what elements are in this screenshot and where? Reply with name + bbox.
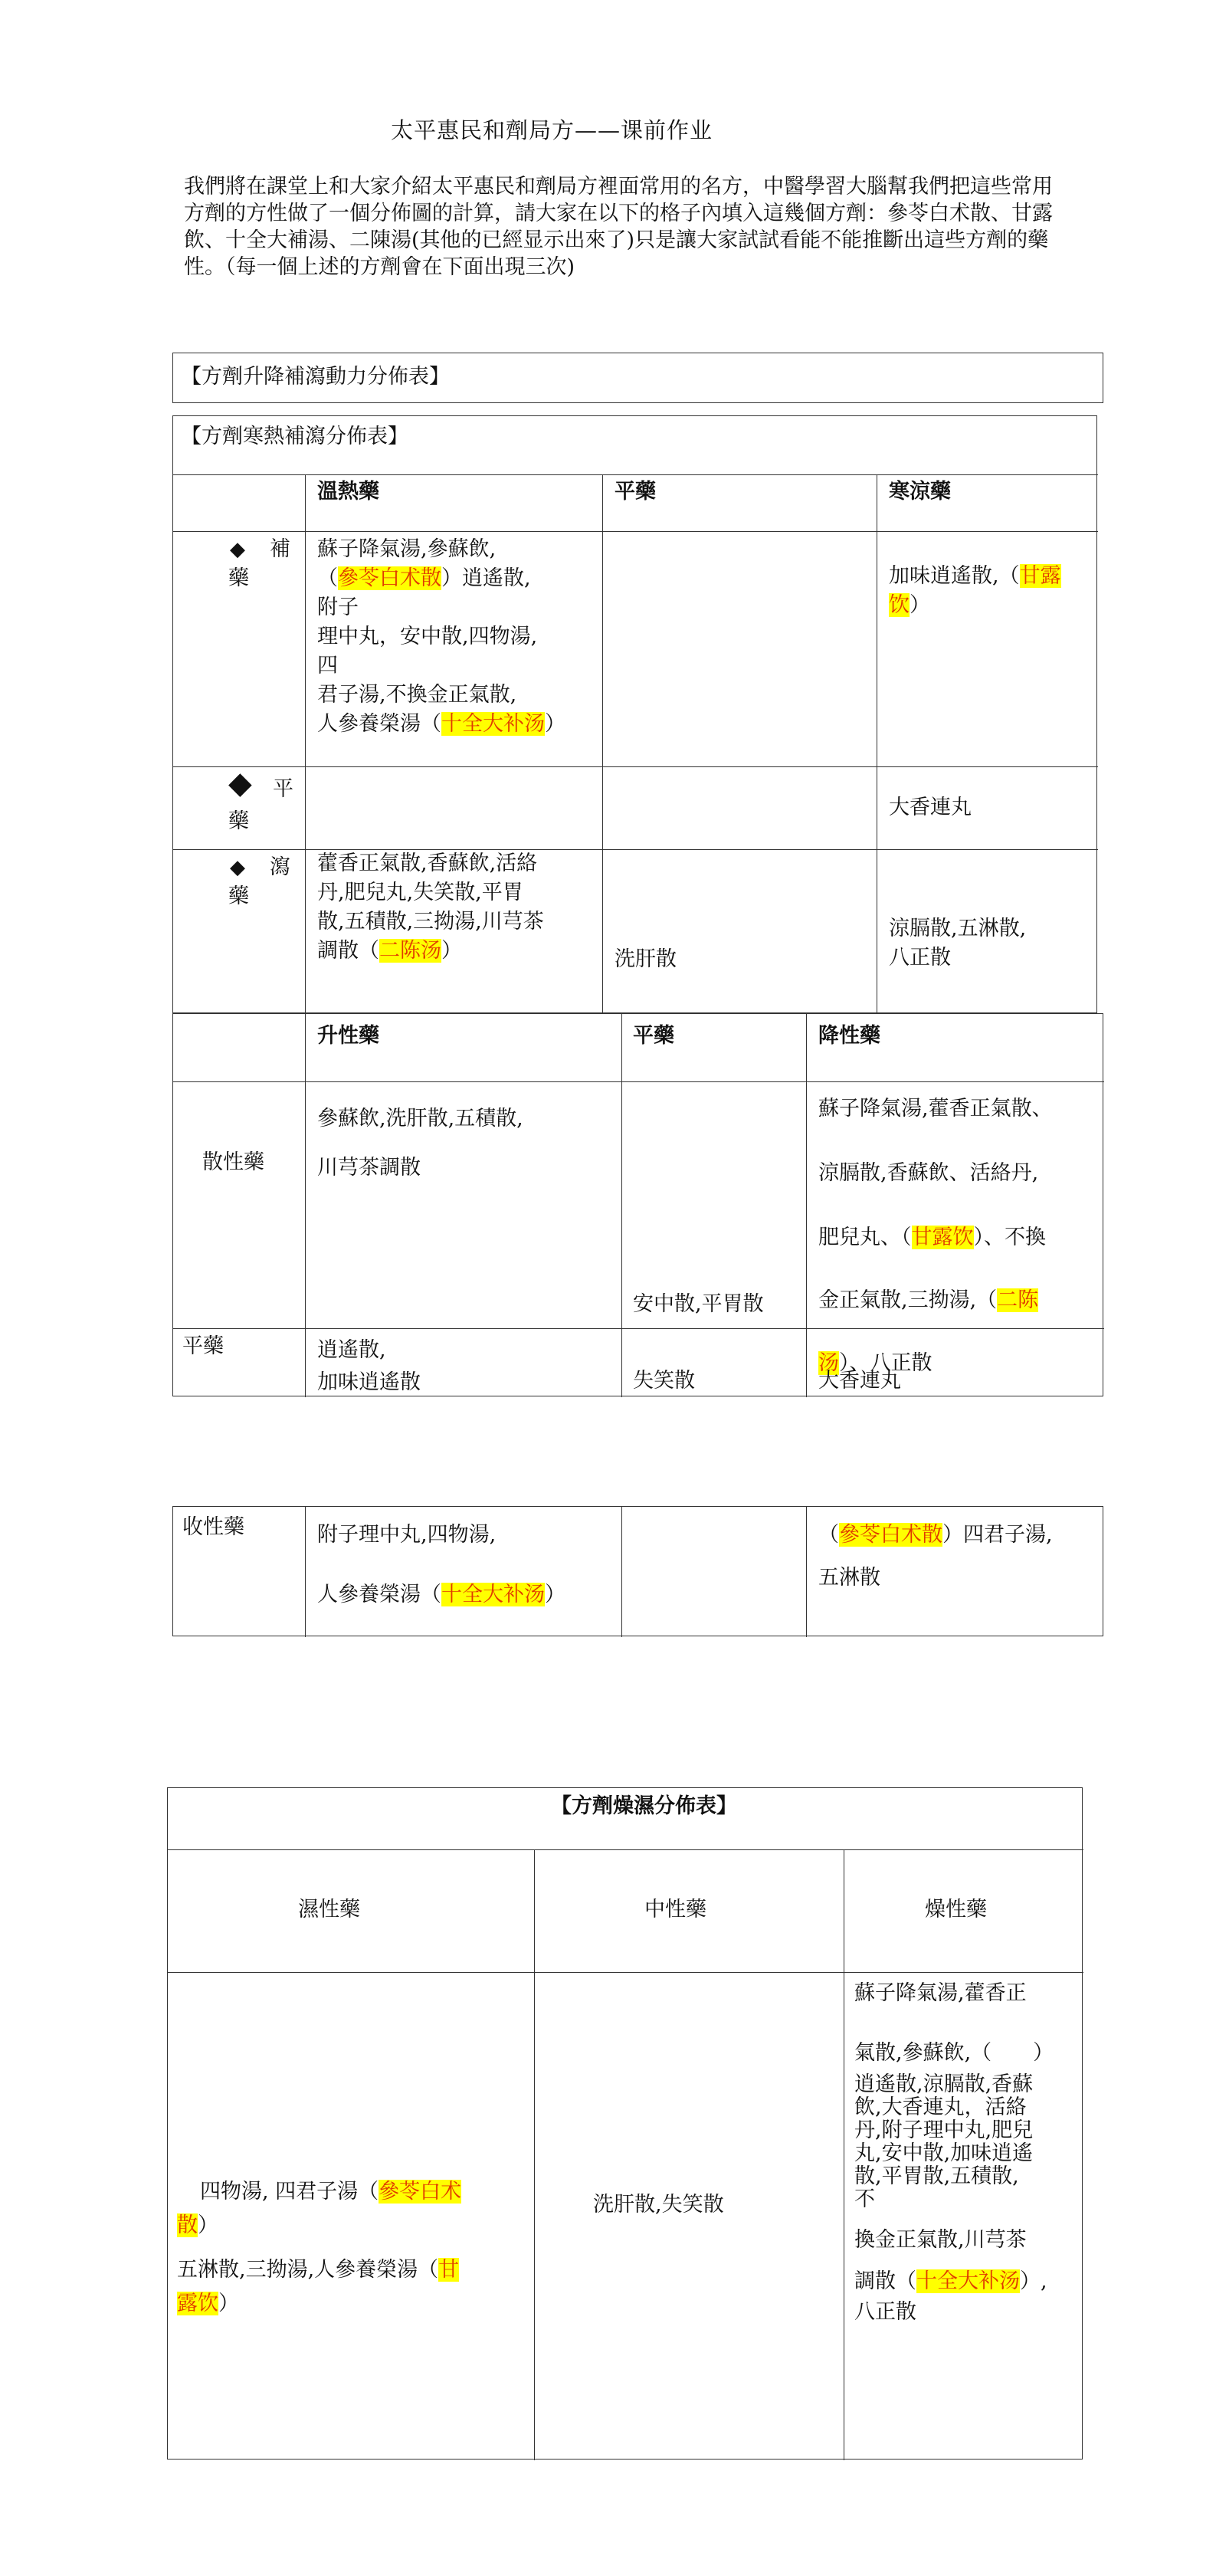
disperse-down-cell (818, 1094, 1102, 1378)
table2-header: 【方劑寒熱補瀉分佈表】 (181, 425, 408, 448)
text-line: 蘇子降氣湯,參蘇飲, (317, 537, 497, 561)
text-line: 肥兒丸、（甘露饮）、不換 (818, 1226, 1046, 1249)
disperse-up-cell (317, 1094, 616, 1193)
highlight-answer: 甘 (438, 2258, 460, 2282)
table1-header: 【方劑升降補瀉動力分佈表】 (181, 365, 450, 389)
highlight-answer: 十全大补汤 (916, 2269, 1020, 2293)
row-neutral-label-2: 藥 (228, 809, 249, 833)
text-line: 逍遙散,涼膈散,香蘇 (854, 2072, 1034, 2096)
text-line: 飲,大香連丸，活絡 (854, 2095, 1027, 2119)
mid-cell: 洗肝散,失笑散 (593, 2193, 724, 2217)
row-purge-label-2: 藥 (228, 884, 249, 908)
text-line: 加味逍遙散 (317, 1370, 421, 1394)
text-line: 散,平胃散,五積散, (854, 2164, 1019, 2188)
row-astringe: 收性藥 (182, 1515, 244, 1539)
text-line: 氣散,參蘇飲,（ ） (854, 2041, 1054, 2065)
highlight-answer: 甘露 (1019, 564, 1061, 588)
text-line: 汤）、八正散 (818, 1351, 932, 1375)
text-line: 藿香正氣散,香蘇飲,活絡 (317, 852, 538, 875)
row-tonify-bullet: ◆ (230, 538, 245, 561)
text-line: 散,五積散,三拗湯,川芎茶 (317, 910, 544, 934)
text-line: 饮） (889, 593, 930, 617)
text-line: 不 (854, 2187, 875, 2211)
table4 (167, 1787, 1083, 2460)
purge-cold-cell (889, 914, 1096, 973)
text-line: 八正散 (854, 2300, 916, 2324)
text-line: 丹,附子理中丸,肥兒 (854, 2118, 1034, 2142)
purge-neutral-cell: 洗肝散 (615, 947, 677, 971)
table1-header-box (172, 353, 1103, 403)
tonify-cold-cell (889, 562, 1096, 620)
highlight-answer: 二陈汤 (379, 939, 441, 963)
text-line: 調散（二陈汤） (317, 939, 462, 963)
text-line: 蘇子降氣湯,藿香正 (854, 1981, 1027, 2005)
neutral-cold-cell: 大香連丸 (889, 796, 972, 819)
row-disperse: 散性藥 (202, 1150, 264, 1174)
highlight-answer: 參苓白术 (379, 2180, 462, 2204)
text-line: 八正散 (889, 946, 951, 970)
text-line: 參蘇飲,洗肝散,五積散, (317, 1107, 523, 1130)
text-line: 附子 (317, 596, 359, 619)
highlight-answer: 汤 (818, 1351, 839, 1375)
astringe-down-cell (818, 1521, 1102, 1593)
row-purge-bullet: ◆ (230, 856, 245, 879)
text-line: 川芎茶調散 (317, 1156, 421, 1180)
row-purge-label-1: 瀉 (270, 855, 290, 879)
tonify-warm-cell (317, 535, 601, 739)
text-line: 蘇子降氣湯,藿香正氣散、 (818, 1097, 1053, 1121)
text-line: 四物湯, 四君子湯（參苓白术 (200, 2180, 462, 2204)
text-line: 加味逍遙散,（甘露 (889, 564, 1061, 588)
purge-warm-cell (317, 849, 601, 966)
row-neutral-label-1: 平 (273, 777, 293, 801)
page-title: 太平惠民和劑局方——课前作业 (391, 117, 713, 143)
row-neutral-bullet: ◆ (228, 766, 252, 801)
text-line: 人參養榮湯（十全大补汤） (317, 712, 565, 736)
text-line: 露饮） (177, 2292, 239, 2315)
wet-cell (177, 2175, 529, 2321)
col-neutral: 平藥 (633, 1024, 674, 1048)
col-up: 升性藥 (317, 1024, 379, 1048)
text-line: 涼膈散,香蘇飲、活絡丹, (818, 1161, 1039, 1185)
highlight-answer: 參苓白术散 (839, 1523, 942, 1547)
astringe-up-cell (317, 1521, 616, 1610)
text-line: 丸,安中散,加味逍遙 (854, 2141, 1034, 2165)
table3-astringe (172, 1506, 1103, 1636)
text-line: （參苓白术散）逍遙散, (317, 566, 531, 590)
highlight-answer: 甘露饮 (911, 1226, 974, 1249)
intro-paragraph: 我們將在課堂上和大家介紹太平惠民和劑局方裡面常用的名方，中醫學習大腦幫我們把這些常用方劑的方性做了一個分佈圖的計算，請大家在以下的格子內填入這幾個方劑：參苓白术散、甘露飲、十全大補湯、二陳湯(其他的已經显示出來了)只是讓大家試試看能不能推斷出這些方劑的藥性。（每一個上述的方劑會在下面出現三次) (184, 175, 1053, 279)
disperse-neutral-cell: 安中散,平胃散 (633, 1292, 764, 1316)
text-line: 五淋散 (818, 1566, 880, 1590)
text-line: （參苓白术散）四君子湯, (818, 1523, 1053, 1547)
table4-header: 【方劑燥濕分佈表】 (551, 1794, 737, 1818)
text-line: 涼膈散,五淋散, (889, 917, 1027, 940)
highlight-answer: 參苓白术散 (338, 566, 441, 590)
col-down: 降性藥 (818, 1024, 880, 1048)
text-line: 君子湯,不換金正氣散, (317, 683, 517, 707)
text-line: 金正氣散,三拗湯,（二陈 (818, 1288, 1039, 1312)
text-line: 附子理中丸,四物湯, (317, 1523, 497, 1547)
highlight-answer: 二陈 (997, 1288, 1039, 1312)
neutral-down-cell: 大香連丸 (818, 1369, 901, 1393)
text-line: 理中丸，安中散,四物湯, (317, 625, 538, 648)
text-line: 散） (177, 2213, 218, 2237)
text-line: 人參養榮湯（十全大补汤） (317, 1583, 565, 1606)
text-line: 五淋散,三拗湯,人參養榮湯（甘 (177, 2258, 460, 2282)
highlight-answer: 十全大补汤 (441, 712, 545, 736)
text-line: 逍遙散, (317, 1338, 386, 1362)
row-tonify-label-2: 藥 (228, 566, 249, 590)
text-line: 換金正氣散,川芎茶 (854, 2228, 1027, 2252)
text-line: 丹,肥兒丸,失笑散,平胃 (317, 881, 523, 904)
table2 (172, 415, 1097, 1013)
col-mid: 中性藥 (644, 1898, 706, 1921)
col-cold: 寒涼藥 (889, 480, 951, 504)
dry-cell (854, 1980, 1078, 2326)
neutral-up-cell (317, 1334, 616, 1399)
text-line: 調散（十全大补汤）, (854, 2269, 1047, 2293)
table3 (172, 1013, 1103, 1396)
text-line: 四 (317, 654, 338, 678)
highlight-answer: 饮 (889, 593, 910, 617)
highlight-answer: 露饮 (177, 2292, 218, 2315)
col-warm: 溫熱藥 (317, 480, 379, 504)
col-neutral: 平藥 (615, 480, 656, 504)
row-tonify-label-1: 補 (270, 537, 290, 561)
row-neutral: 平藥 (182, 1334, 224, 1358)
col-dry: 燥性藥 (925, 1898, 987, 1921)
highlight-answer: 十全大补汤 (441, 1583, 545, 1606)
col-wet: 濕性藥 (298, 1898, 360, 1921)
highlight-answer: 散 (177, 2213, 198, 2237)
neutral-neutral-cell: 失笑散 (633, 1369, 695, 1393)
